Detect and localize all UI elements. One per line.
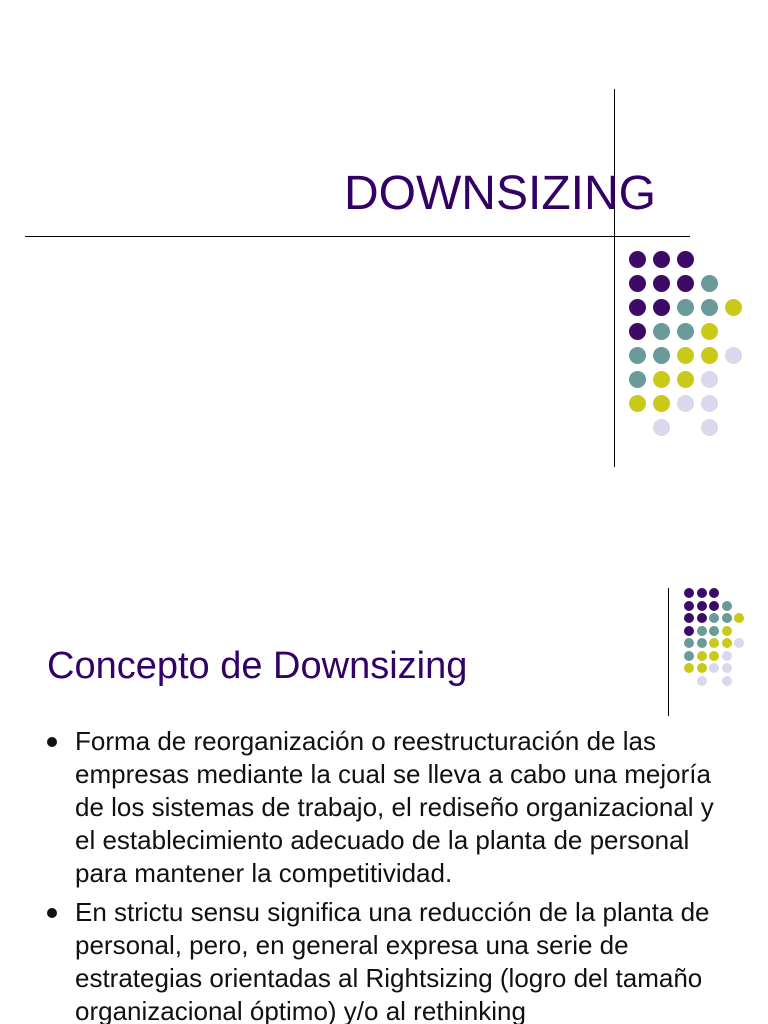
decorative-dot xyxy=(722,601,732,611)
bullet-item xyxy=(47,896,737,1024)
decorative-dot xyxy=(722,663,732,673)
decorative-dot xyxy=(684,601,694,611)
bullet-icon xyxy=(47,737,57,747)
decorative-dot xyxy=(653,251,670,268)
decorative-dot xyxy=(709,626,719,636)
decorative-dot xyxy=(653,395,670,412)
decorative-dot xyxy=(653,323,670,340)
decorative-dot xyxy=(677,251,694,268)
content-slide xyxy=(0,512,768,1024)
decorative-dot xyxy=(709,588,719,598)
decorative-dot xyxy=(697,651,707,661)
decorative-dot xyxy=(701,299,718,316)
decorative-dot xyxy=(734,638,744,648)
decorative-dot xyxy=(653,275,670,292)
decorative-dot xyxy=(653,299,670,316)
bullet-text: Forma de reorganización o reestructuración de las empresas mediante la cual se lleva a cabo una mejoría de los sistemas de trabajo, el rediseño organizacional y el establecimiento adecuado de la planta de personal para mantener la competitividad. xyxy=(75,726,714,888)
decorative-dot xyxy=(697,638,707,648)
decorative-dot xyxy=(629,299,646,316)
decorative-dot xyxy=(709,638,719,648)
decorative-dot xyxy=(697,626,707,636)
decorative-dot xyxy=(677,371,694,388)
decorative-dot xyxy=(684,613,694,623)
decorative-dot xyxy=(725,299,742,316)
decorative-dot xyxy=(709,651,719,661)
bullet-text: En strictu sensu significa una reducción de la planta de personal, pero, en general expresa una serie de estrategias orientadas al Rightsizing (logro del tamaño organizacional óptimo) y/o al rethinking xyxy=(75,897,710,1024)
decorative-dot xyxy=(653,419,670,436)
decorative-dot xyxy=(701,347,718,364)
slide-heading: Concepto de Downsizing xyxy=(47,645,468,687)
decorative-dot xyxy=(677,395,694,412)
bullet-list xyxy=(47,725,737,1024)
decorative-dot xyxy=(629,395,646,412)
decorative-dot xyxy=(701,419,718,436)
decorative-dot xyxy=(653,371,670,388)
decorative-dot xyxy=(684,651,694,661)
decorative-dot xyxy=(684,626,694,636)
decorative-dot xyxy=(697,601,707,611)
decorative-dot xyxy=(709,663,719,673)
decorative-dot xyxy=(697,663,707,673)
decorative-dot xyxy=(677,323,694,340)
horizontal-rule xyxy=(25,236,690,237)
decorative-dot xyxy=(734,613,744,623)
decorative-dot xyxy=(697,588,707,598)
decorative-dot xyxy=(722,651,732,661)
decorative-dot xyxy=(722,638,732,648)
bullet-item xyxy=(47,725,737,890)
decorative-dot xyxy=(684,588,694,598)
decorative-dot xyxy=(653,347,670,364)
decorative-dot xyxy=(701,323,718,340)
decorative-dot xyxy=(629,347,646,364)
decorative-dot xyxy=(709,613,719,623)
decorative-dot xyxy=(697,676,707,686)
decorative-dot xyxy=(722,676,732,686)
decorative-dot xyxy=(629,323,646,340)
decorative-dot xyxy=(725,347,742,364)
decorative-dot xyxy=(722,626,732,636)
decorative-dot xyxy=(629,275,646,292)
decorative-dot xyxy=(684,663,694,673)
decorative-dot xyxy=(684,638,694,648)
decorative-dot xyxy=(722,613,732,623)
bullet-icon xyxy=(47,908,57,918)
decorative-dot xyxy=(701,371,718,388)
decorative-dot xyxy=(677,275,694,292)
decorative-dot xyxy=(677,299,694,316)
decorative-dot xyxy=(629,371,646,388)
decorative-dot xyxy=(709,601,719,611)
vertical-rule xyxy=(614,89,615,467)
decorative-dot xyxy=(701,275,718,292)
decorative-dot xyxy=(697,613,707,623)
decorative-dot xyxy=(629,251,646,268)
decorative-dot xyxy=(677,347,694,364)
vertical-rule xyxy=(668,588,669,716)
decorative-dot xyxy=(701,395,718,412)
slide-title: DOWNSIZING xyxy=(344,167,656,220)
